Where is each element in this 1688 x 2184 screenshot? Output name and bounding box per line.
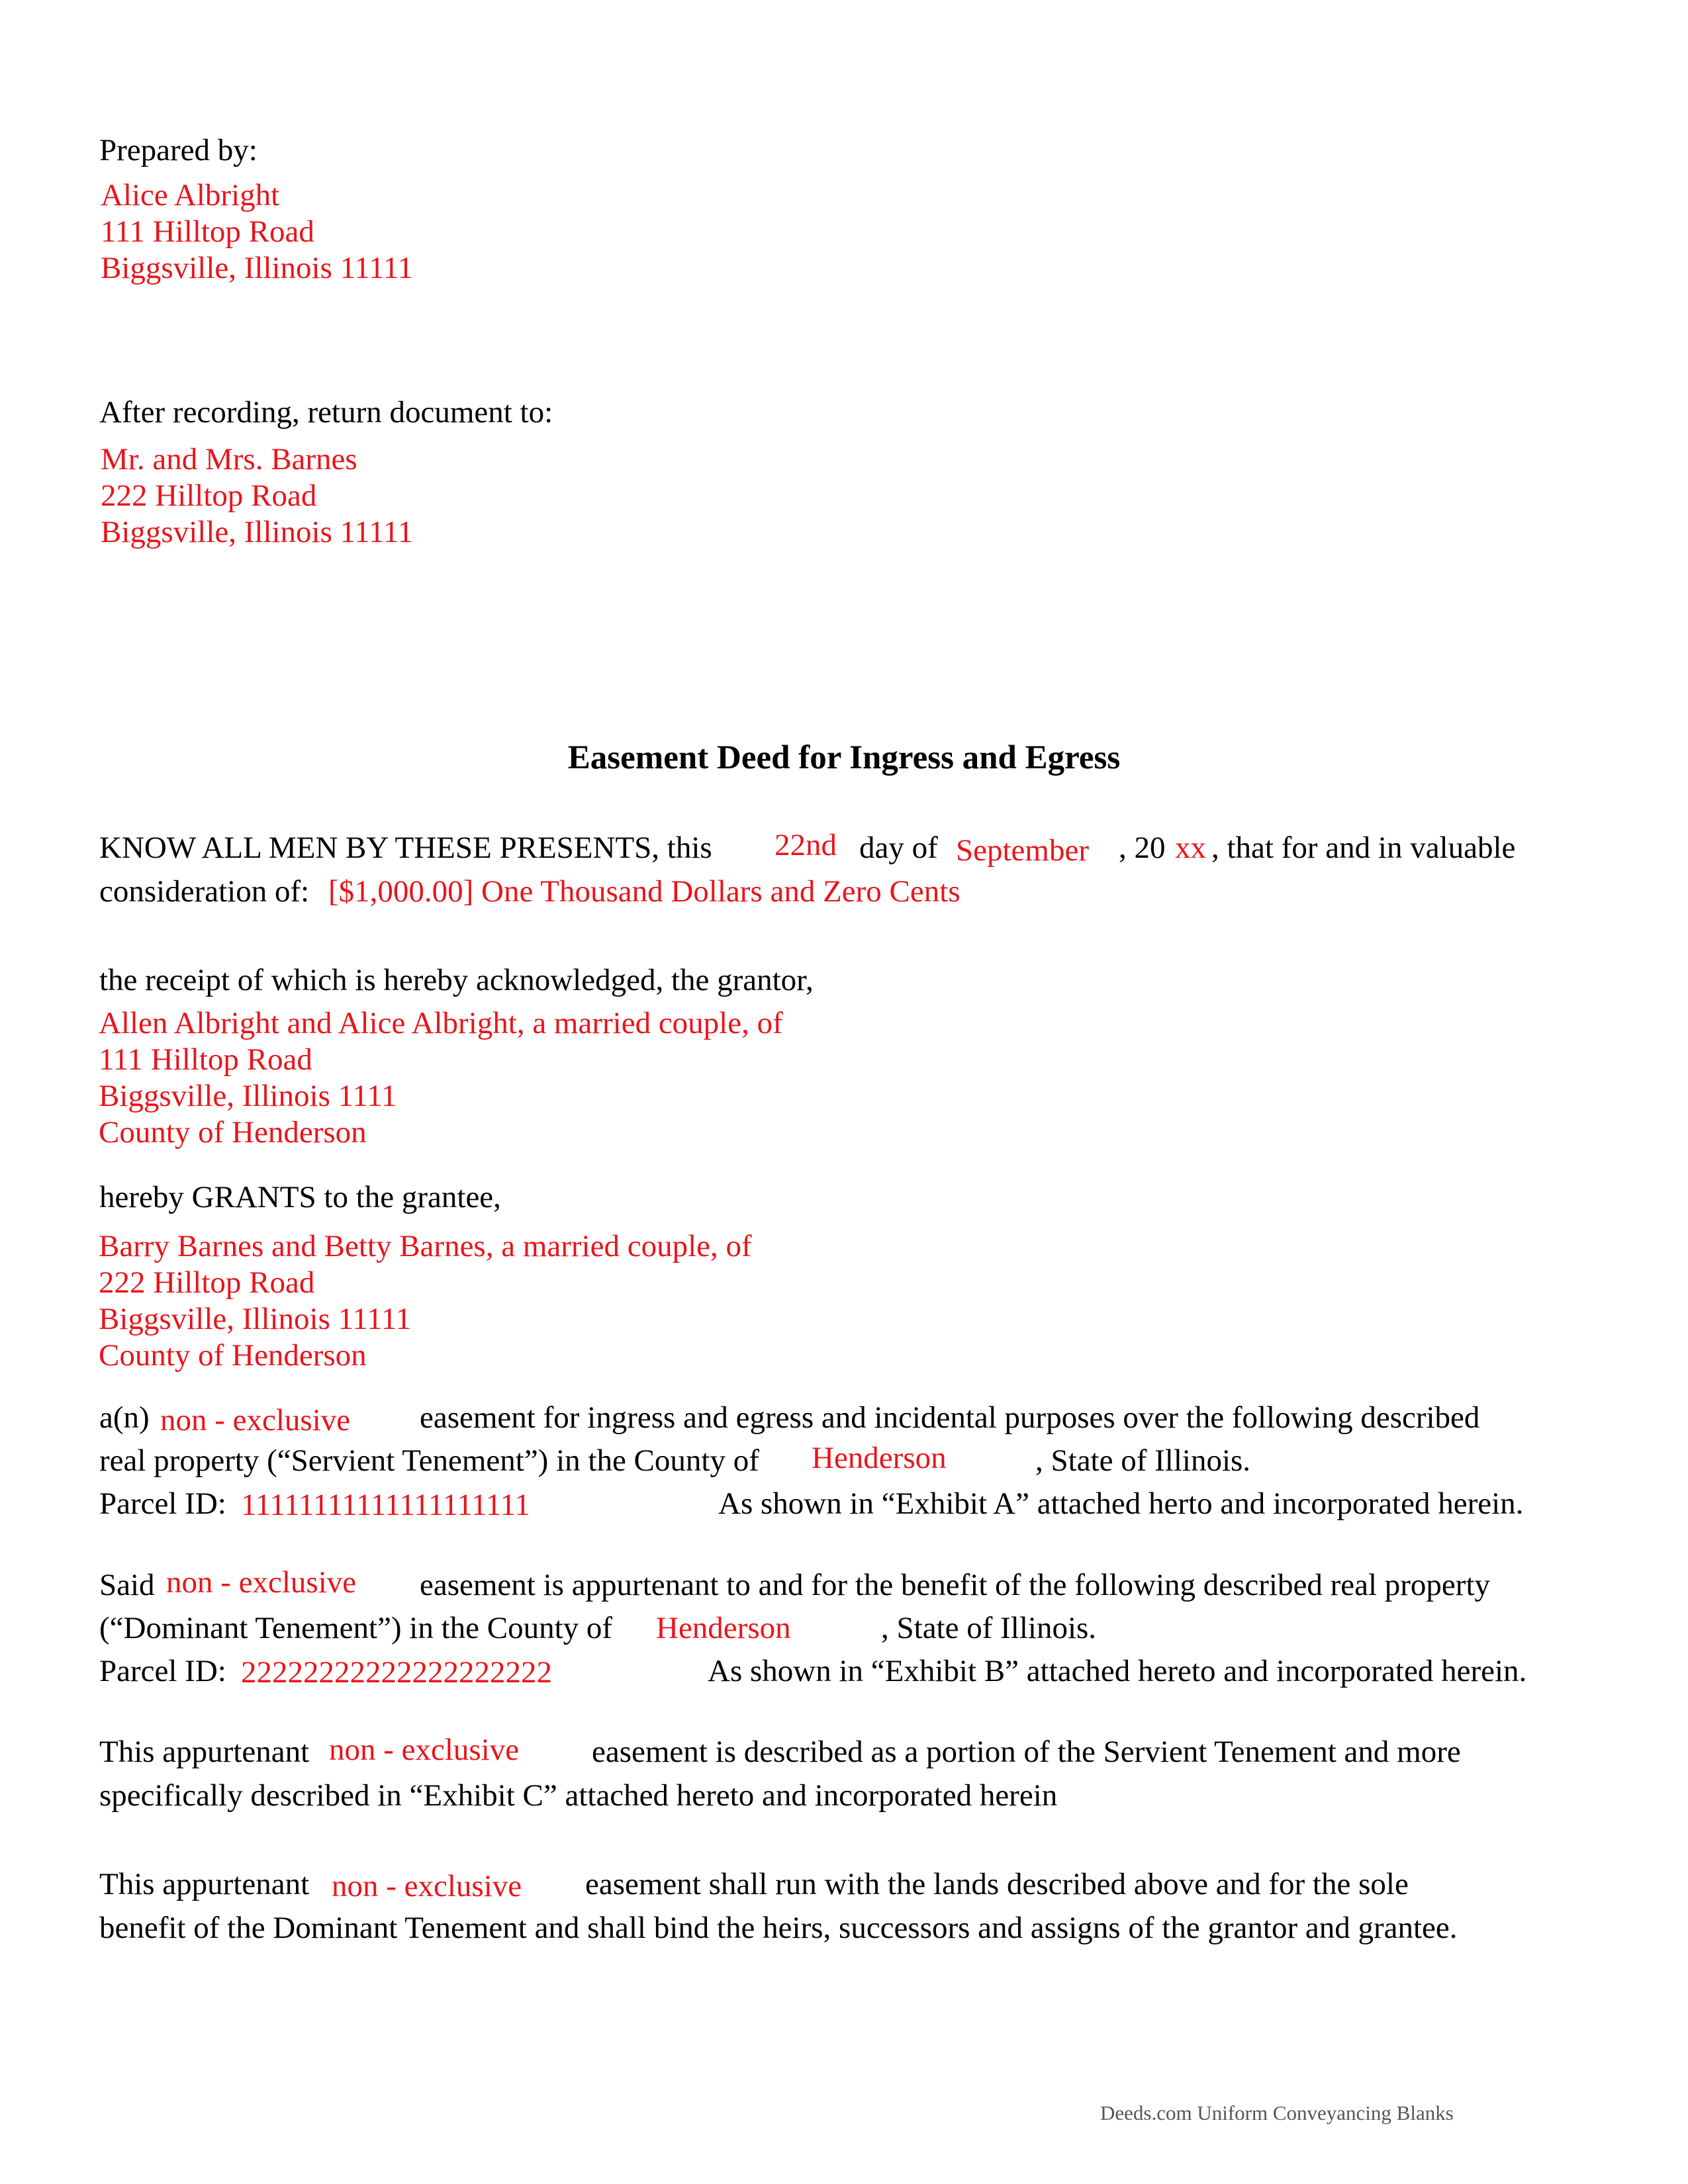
servient-county: Henderson bbox=[812, 1441, 947, 1475]
intro-text-3: , 20 bbox=[1119, 831, 1166, 865]
prepared-by-label: Prepared by: bbox=[99, 133, 258, 167]
return-address-block bbox=[101, 441, 413, 551]
intro-text-4: , that for and in valuable bbox=[1211, 831, 1516, 865]
return-city: Biggsville, Illinois 11111 bbox=[101, 515, 414, 549]
servient-exhibit: As shown in “Exhibit A” attached herto and incorporated herein. bbox=[718, 1486, 1524, 1521]
intro-text-1: KNOW ALL MEN BY THESE PRESENTS, this bbox=[99, 831, 712, 865]
runs-with-text-1: easement shall run with the lands described above and for the sole bbox=[585, 1867, 1409, 1901]
grantor-county: County of Henderson bbox=[99, 1115, 367, 1150]
servient-parcel-label: Parcel ID: bbox=[99, 1486, 226, 1521]
preparer-name: Alice Albright bbox=[101, 178, 280, 212]
grantee-street: 222 Hilltop Road bbox=[99, 1265, 315, 1300]
grantor-name: Allen Albright and Alice Albright, a married couple, of bbox=[99, 1006, 783, 1040]
dominant-prefix: Said bbox=[99, 1568, 155, 1602]
return-to-label: After recording, return document to: bbox=[99, 395, 553, 430]
grantor-street: 111 Hilltop Road bbox=[99, 1042, 312, 1077]
day-value: 22nd bbox=[774, 828, 837, 862]
description-easement-type: non - exclusive bbox=[329, 1733, 520, 1767]
return-street: 222 Hilltop Road bbox=[101, 478, 317, 513]
runs-with-easement-type: non - exclusive bbox=[332, 1869, 522, 1903]
preparer-city: Biggsville, Illinois 11111 bbox=[101, 251, 414, 285]
grantee-block bbox=[99, 1228, 752, 1374]
preparer-address-block bbox=[101, 177, 413, 287]
dominant-text-3: , State of Illinois. bbox=[881, 1611, 1097, 1645]
document-title: Easement Deed for Ingress and Egress bbox=[567, 739, 1121, 776]
intro-text-2: day of bbox=[859, 831, 938, 865]
dominant-text-1: easement is appurtenant to and for the benefit of the following described real property bbox=[420, 1568, 1491, 1602]
grantor-label: the receipt of which is hereby acknowledged, the grantor, bbox=[99, 963, 814, 997]
footer-credit: Deeds.com Uniform Conveyancing Blanks bbox=[1100, 2101, 1454, 2124]
year-value: xx bbox=[1175, 831, 1206, 865]
consideration-value: [$1,000.00] One Thousand Dollars and Zero Cents bbox=[328, 874, 961, 909]
grantee-name: Barry Barnes and Betty Barnes, a married couple, of bbox=[99, 1229, 752, 1263]
dominant-easement-type: non - exclusive bbox=[166, 1565, 357, 1600]
month-value: September bbox=[956, 833, 1089, 868]
grantee-label: hereby GRANTS to the grantee, bbox=[99, 1180, 501, 1214]
servient-prefix: a(n) bbox=[99, 1400, 150, 1435]
runs-with-prefix: This appurtenant bbox=[99, 1867, 310, 1901]
grantor-block bbox=[99, 1005, 783, 1151]
intro-text-5: consideration of: bbox=[99, 874, 310, 909]
dominant-county: Henderson bbox=[656, 1611, 791, 1645]
dominant-exhibit: As shown in “Exhibit B” attached hereto and incorporated herein. bbox=[708, 1654, 1527, 1688]
runs-with-text-2: benefit of the Dominant Tenement and shall bind the heirs, successors and assigns of the grantor and grantee. bbox=[99, 1911, 1458, 1945]
servient-text-2: real property (“Servient Tenement”) in the County of bbox=[99, 1443, 759, 1478]
description-text-1: easement is described as a portion of the Servient Tenement and more bbox=[592, 1735, 1461, 1769]
servient-text-3: , State of Illinois. bbox=[1035, 1443, 1251, 1478]
servient-text-1: easement for ingress and egress and incidental purposes over the following described bbox=[420, 1400, 1480, 1435]
description-text-2: specifically described in “Exhibit C” attached hereto and incorporated herein bbox=[99, 1778, 1058, 1813]
servient-parcel-id: 11111111111111111111 bbox=[241, 1488, 530, 1522]
grantee-county: County of Henderson bbox=[99, 1338, 367, 1373]
description-prefix: This appurtenant bbox=[99, 1735, 310, 1769]
servient-easement-type: non - exclusive bbox=[160, 1403, 351, 1437]
preparer-street: 111 Hilltop Road bbox=[101, 214, 314, 249]
grantee-city: Biggsville, Illinois 11111 bbox=[99, 1302, 412, 1336]
dominant-parcel-id: 22222222222222222222 bbox=[241, 1655, 552, 1690]
grantor-city: Biggsville, Illinois 1111 bbox=[99, 1079, 397, 1113]
dominant-parcel-label: Parcel ID: bbox=[99, 1654, 226, 1688]
dominant-text-2: (“Dominant Tenement”) in the County of bbox=[99, 1611, 613, 1645]
return-name: Mr. and Mrs. Barnes bbox=[101, 442, 357, 477]
